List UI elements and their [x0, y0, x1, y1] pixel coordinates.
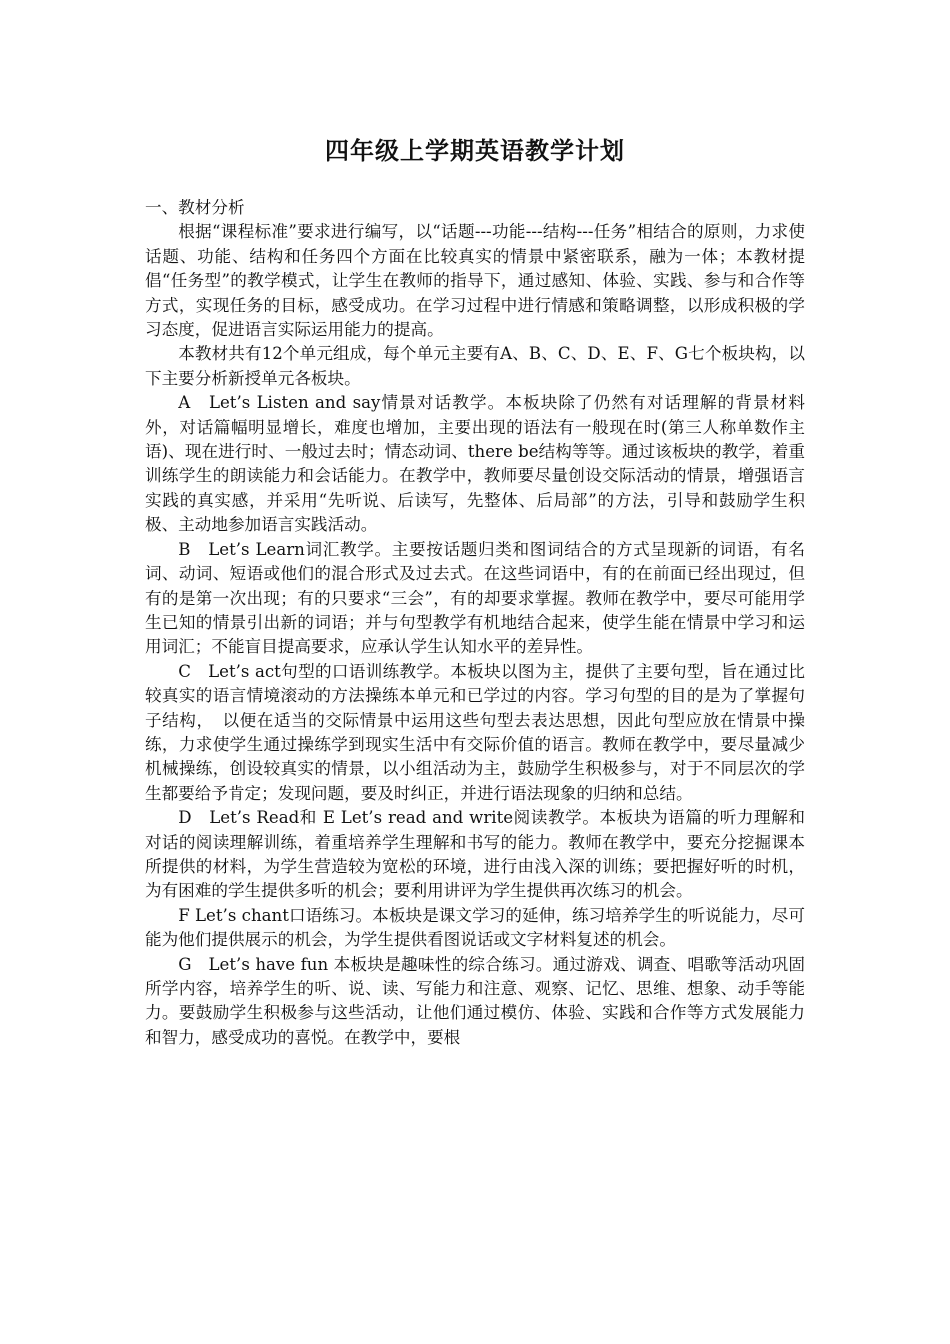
paragraph-section-a: A Let’s Listen and say情景对话教学。本板块除了仍然有对话理解的背景材料外，对话篇幅明显增长，难度也增加，主要出现的语法有一般现在时(第三人称单数作主语)、现在进行时、一般过去时；情态动词、there be结构等等。通过该板块的教学，着重训练学生的朗读能力和会话能力。在教学中，教师要尽量创设交际活动的情景，增强语言实践的真实感，并采用“先听说、后读写，先整体、后局部”的方法，引导和鼓励学生积极、主动地参加语言实践活动。	[145, 393, 805, 535]
section-heading: 一、教材分析	[145, 198, 245, 217]
paragraph-section-d-e: D Let’s Read和 E Let’s read and write阅读教学。本板块为语篇的听力理解和对话的阅读理解训练，着重培养学生理解和书写的能力。教师在教学中，要充分挖掘课本所提供的材料，为学生营造较为宽松的环境，进行由浅入深的训练；要把握好听的时机，为有困难的学生提供多听的机会；要利用讲评为学生提供再次练习的机会。	[145, 808, 805, 901]
paragraph-section-c: C Let’s act句型的口语训练教学。本板块以图为主，提供了主要句型，旨在通过比较真实的语言情境滚动的方法操练本单元和已学过的内容。学习句型的目的是为了掌握句子结构， 以便在适当的交际情景中运用这些句型去表达思想，因此句型应放在情景中操练，力求使学生通过操练学到现实生活中有交际价值的语言。教师在教学中，要尽量减少机械操练，创设较真实的情景，以小组活动为主，鼓励学生积极参与，对于不同层次的学生都要给予肯定；发现问题，要及时纠正，并进行语法现象的归纳和总结。	[145, 661, 805, 803]
document-title: 四年级上学期英语教学计划	[325, 137, 625, 165]
paragraph-units: 本教材共有12个单元组成，每个单元主要有A、B、C、D、E、F、G七个板块构，以下主要分析新授单元各板块。	[145, 344, 805, 388]
paragraph-section-f: F Let’s chant口语练习。本板块是课文学习的延伸，练习培养学生的听说能力，尽可能为他们提供展示的机会，为学生提供看图说话或文字材料复述的机会。	[145, 905, 805, 950]
paragraph-section-g: G Let’s have fun 本板块是趣味性的综合练习。通过游戏、调查、唱歌等活动巩固所学内容，培养学生的听、说、读、写能力和注意、观察、记忆、思维、想象、动手等能力。要鼓励学生积极参与这些活动，让他们通过模仿、体验、实践和合作等方式发展能力和智力，感受成功的喜悦。在教学中，要根	[145, 954, 805, 1047]
paragraph-section-b: B Let’s Learn词汇教学。主要按话题归类和图词结合的方式呈现新的词语，有名词、动词、短语或他们的混合形式及过去式。在这些词语中，有的在前面已经出现过，但有的是第一次出现；有的只要求“三会”，有的却要求掌握。教师在教学中，要尽可能用学生已知的情景引出新的词语；并与句型教学有机地结合起来，使学生能在情景中学习和运用词汇；不能盲目提高要求，应承认学生认知水平的差异性。	[145, 539, 805, 657]
document-body	[145, 196, 805, 1050]
paragraph-intro: 根据“课程标准”要求进行编写，以“话题---功能---结构---任务”相结合的原则，力求使话题、功能、结构和任务四个方面在比较真实的情景中紧密联系，融为一体；本教材提倡“任务型”的教学模式，让学生在教师的指导下，通过感知、体验、实践、参与和合作等方式，实现任务的目标，感受成功。在学习过程中进行情感和策略调整，以形成积极的学习态度，促进语言实际运用能力的提高。	[145, 222, 805, 340]
